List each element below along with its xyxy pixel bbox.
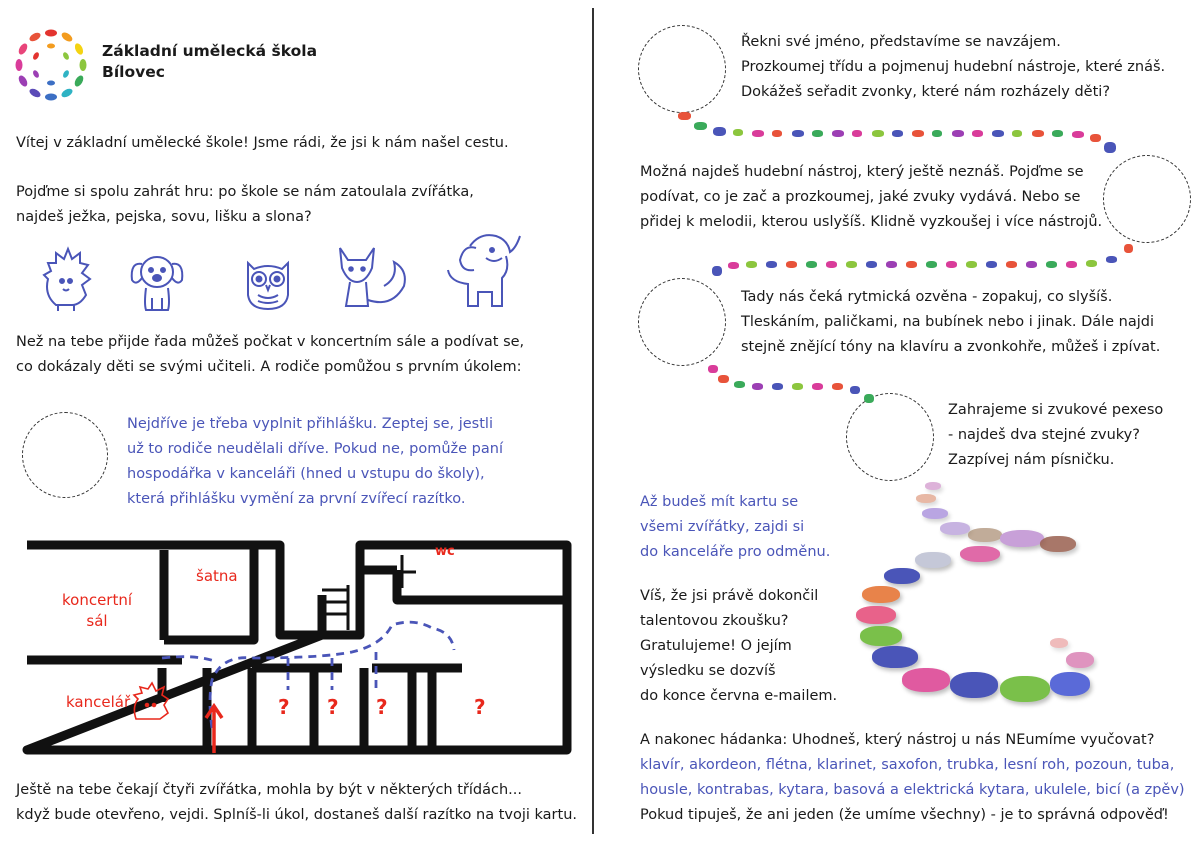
hall-line1: koncertní <box>62 591 133 609</box>
game-line2: najdeš ježka, pejska, sovu, lišku a slona? <box>16 209 312 225</box>
fox-icon <box>332 242 412 312</box>
done-line2: talentovou zkoušku? <box>640 613 789 629</box>
card-text <box>640 490 830 565</box>
riddle-line1: A nakonec hádanka: Uhodneš, který nástroj u nás NEumíme vyučovat? <box>640 732 1155 748</box>
wait-line2: co dokázaly děti se svými učiteli. A rodiče pomůžou s prvním úkolem: <box>16 359 522 375</box>
block1-line2: Prozkoumej třídu a pojmenuj hudební nástroje, které znáš. <box>741 59 1166 75</box>
map-concert-hall-label <box>62 590 132 632</box>
block2-line1: Možná najdeš hudební nástroj, který ještě neznáš. Pojďme se <box>640 164 1084 180</box>
bottom-text <box>16 778 577 828</box>
map-wc-label: wc <box>435 544 455 559</box>
owl-icon <box>240 255 296 313</box>
wait-line1: Než na tebe přijde řada můžeš počkat v koncertním sále a podívat se, <box>16 334 525 350</box>
block1-line3: Dokážeš seřadit zvonky, které nám rozházely děti? <box>741 84 1111 100</box>
card-line2: všemi zvířátky, zajdi si <box>640 519 805 535</box>
task1-line3: hospodářka v kanceláři (hned u vstupu do školy), <box>127 466 485 482</box>
school-name-line2: Bílovec <box>102 63 165 81</box>
school-map <box>22 540 572 762</box>
map-question-1: ? <box>278 695 290 719</box>
task1-line2: už to rodiče neudělali dříve. Pokud ne, pomůže paní <box>127 441 503 457</box>
stamp-circle-4 <box>846 393 934 481</box>
done-text <box>640 584 837 709</box>
map-office-label: kancelář <box>66 693 131 711</box>
block3-line3: stejně znějící tóny na klavíru a zvonkohře, můžeš i zpívat. <box>741 339 1161 355</box>
hedgehog-icon <box>36 245 96 313</box>
block2-line2: podívat, co je zač a prozkoumej, jaké zvuky vydává. Nebo se <box>640 189 1081 205</box>
map-wardrobe-label: šatna <box>196 567 238 585</box>
map-question-3: ? <box>376 695 388 719</box>
dog-icon <box>126 248 188 314</box>
stamp-circle-1 <box>638 25 726 113</box>
done-line3: Gratulujeme! O jejím <box>640 638 792 654</box>
block4-text <box>948 398 1163 473</box>
riddle-text <box>640 728 1185 828</box>
block2-line3: přidej k melodii, kterou uslyšíš. Klidně vyzkoušej i více nástrojů. <box>640 214 1103 230</box>
block1-text <box>741 30 1165 105</box>
block4-line2: - najdeš dva stejné zvuky? <box>948 427 1140 443</box>
done-line1: Víš, že jsi právě dokončil <box>640 588 819 604</box>
stamp-circle <box>22 412 108 498</box>
block2-text <box>640 160 1102 235</box>
welcome-text: Vítej v základní umělecké škole! Jsme rádi, že jsi k nám našel cestu. <box>16 135 509 151</box>
elephant-icon <box>440 226 524 314</box>
block4-line1: Zahrajeme si zvukové pexeso <box>948 402 1164 418</box>
block3-line2: Tleskáním, paličkami, na bubínek nebo i jinak. Dále najdi <box>741 314 1155 330</box>
task1-line1: Nejdříve je třeba vyplnit přihlášku. Zeptej se, jestli <box>127 416 493 432</box>
game-text <box>16 180 474 230</box>
task1-text <box>127 412 503 512</box>
school-logo <box>14 28 88 102</box>
task1-line4: která přihlášku vymění za první zvířecí razítko. <box>127 491 466 507</box>
wait-text <box>16 330 524 380</box>
bottom-line1: Ještě na tebe čekají čtyři zvířátka, mohla by být v některých třídách... <box>16 782 522 798</box>
hall-line2: sál <box>86 612 108 630</box>
card-line3: do kanceláře pro odměnu. <box>640 544 831 560</box>
map-question-4: ? <box>474 695 486 719</box>
map-question-2: ? <box>327 695 339 719</box>
block4-line3: Zazpívej nám písničku. <box>948 452 1115 468</box>
school-name <box>102 41 317 83</box>
block1-line1: Řekni své jméno, představíme se navzájem. <box>741 34 1061 50</box>
done-line4: výsledku se dozvíš <box>640 663 776 679</box>
done-line5: do konce června e-mailem. <box>640 688 838 704</box>
stamp-circle-2 <box>1103 155 1191 243</box>
block3-line1: Tady nás čeká rytmická ozvěna - zopakuj, co slyšíš. <box>741 289 1113 305</box>
school-name-line1: Základní umělecká škola <box>102 42 318 60</box>
game-line1: Pojďme si spolu zahrát hru: po škole se nám zatoulala zvířátka, <box>16 184 474 200</box>
riddle-line3: housle, kontrabas, kytara, basová a elektrická kytara, ukulele, bicí (a zpěv) <box>640 782 1185 798</box>
bottom-line2: když bude otevřeno, vejdi. Splníš-li úkol, dostaneš další razítko na tvoji kartu. <box>16 807 577 823</box>
card-line1: Až budeš mít kartu se <box>640 494 799 510</box>
riddle-line2: klavír, akordeon, flétna, klarinet, saxofon, trubka, lesní roh, pozoun, tuba, <box>640 757 1175 773</box>
block3-text <box>741 285 1160 360</box>
stamp-circle-3 <box>638 278 726 366</box>
page-divider <box>592 8 594 834</box>
riddle-line4: Pokud tipuješ, že ani jeden (že umíme všechny) - je to správná odpověď! <box>640 807 1169 823</box>
